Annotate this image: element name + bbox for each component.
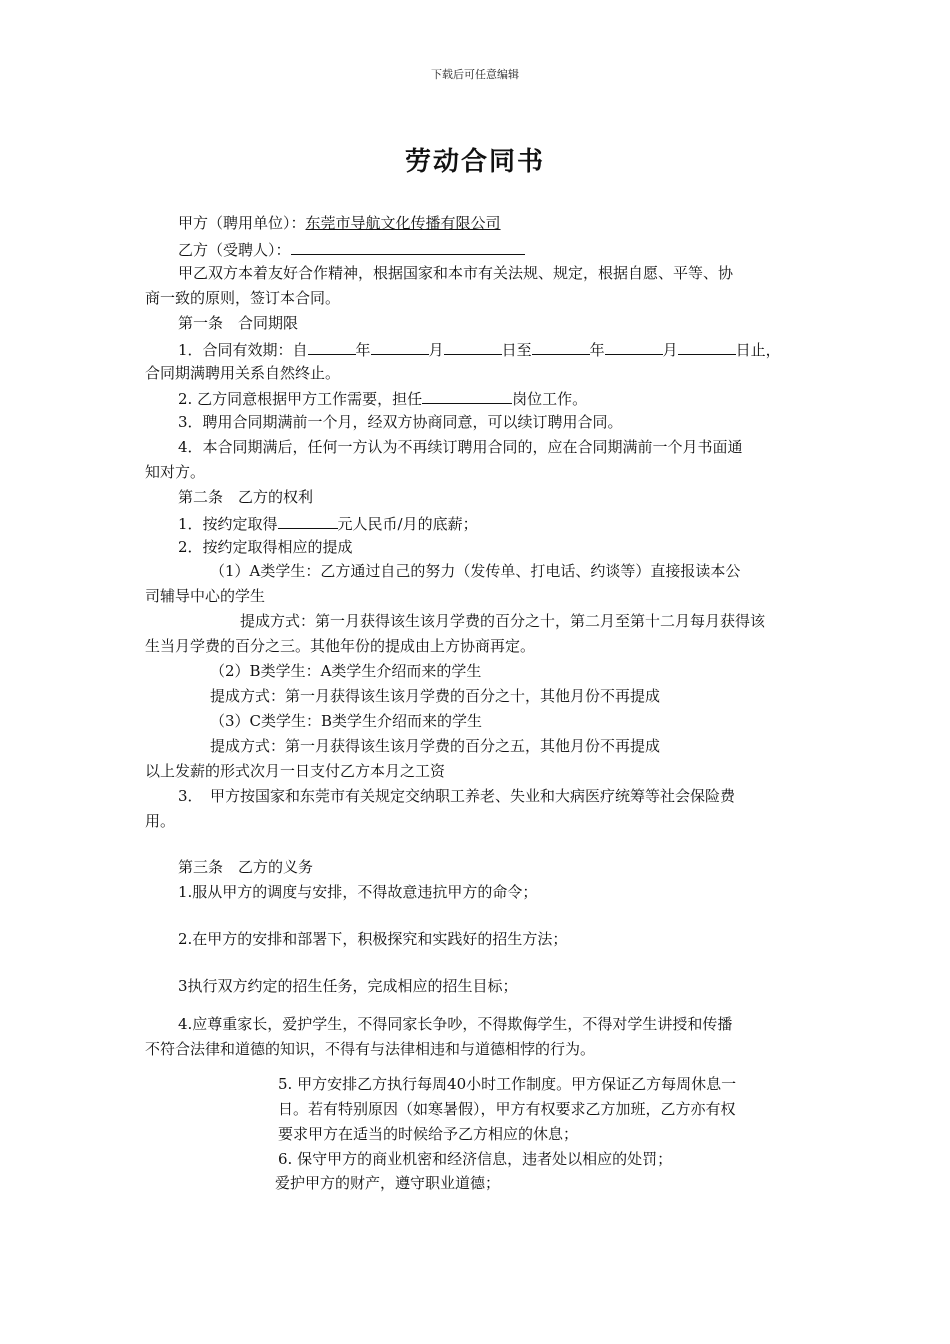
year-label-2: 年 [589,341,605,359]
party-b-line [178,239,525,260]
day-to-label: 日至 [501,341,532,359]
class-b-commission: 提成方式：第一月获得该生该月学费的百分之十，其他月份不再提成 [210,687,661,705]
document-title: 劳动合同书 [404,147,545,177]
blank-day-1 [444,339,502,355]
class-a-commission-1: 提成方式：第一月获得该生该月学费的百分之十，第二月至第十二月每月获得该 [240,612,766,630]
salary-pre: 1．按约定取得 [178,515,278,533]
article-2-heading: 第二条 乙方的权利 [178,488,314,506]
salary-post: 元人民币/月的底薪； [337,515,478,533]
art3-item4-line2: 不符合法律和道德的知识，不得有与法律相违和与道德相悖的行为。 [145,1040,596,1058]
day-end-label: 日止， [735,341,781,359]
art3-item3: 3执行双方约定的招生任务，完成相应的招生目标； [178,977,518,995]
art3-item4-line1: 4.应尊重家长，爱护学生，不得同家长争吵，不得欺侮学生，不得对学生讲授和传播 [178,1015,733,1033]
class-a-commission-2: 生当月学费的百分之三。其他年份的提成由上方协商再定。 [145,637,536,655]
art3-item7: 爱护甲方的财产，遵守职业道德； [275,1174,501,1192]
art1-item1 [178,339,781,360]
position-post: 岗位工作。 [512,390,588,408]
class-a-line1: （1）A类学生：乙方通过自己的努力（发传单、打电话、约谈等）直接报读本公 [210,562,741,580]
art3-item2: 2.在甲方的安排和部署下，积极探究和实践好的招生方法； [178,930,568,948]
art2-item3-line2: 用。 [145,812,176,830]
class-c-line: （3）C类学生：B类学生介绍而来的学生 [210,712,483,730]
blank-year-2 [532,339,590,355]
class-a-line2: 司辅导中心的学生 [145,587,266,605]
art2-item1 [178,513,478,534]
art3-item5-line1: 5. 甲方安排乙方执行每周40小时工作制度。甲方保证乙方每周休息一 [278,1075,737,1093]
art2-item2: 2．按约定取得相应的提成 [178,538,353,556]
party-a-label: 甲方（聘用单位）： [178,214,306,232]
party-b-label: 乙方（受聘人）： [178,241,291,259]
art3-item5-line3: 要求甲方在适当的时候给予乙方相应的休息； [278,1125,579,1143]
month-label-1: 月 [428,341,444,359]
position-blank [422,388,512,404]
art1-item3: 3．聘用合同期满前一个月，经双方协商同意，可以续订聘用合同。 [178,413,623,431]
art3-item6: 6. 保守甲方的商业机密和经济信息，违者处以相应的处罚； [278,1150,673,1168]
intro-line-1: 甲乙双方本着友好合作精神，根据国家和本市有关法规、规定，根据自愿、平等、协 [178,264,734,282]
blank-day-2 [678,339,736,355]
party-a-value: 东莞市导航文化传播有限公司 [305,214,501,232]
article-1-heading: 第一条 合同期限 [178,314,299,332]
article-3-heading: 第三条 乙方的义务 [178,858,314,876]
art1-item4-line1: 4．本合同期满后，任何一方认为不再续订聘用合同的，应在合同期满前一个月书面通 [178,438,743,456]
art3-item1: 1.服从甲方的调度与安排，不得故意违抗甲方的命令； [178,883,538,901]
salary-blank [278,513,338,529]
art2-item3-line1: 3． 甲方按国家和东莞市有关规定交纳职工养老、失业和大病医疗统筹等社会保险费 [178,787,736,805]
month-label-2: 月 [662,341,678,359]
art3-item5-line2: 日。若有特别原因（如寒暑假），甲方有权要求乙方加班，乙方亦有权 [278,1100,736,1118]
intro-line-2: 商一致的原则，签订本合同。 [145,289,341,307]
payday-note: 以上发薪的形式次月一日支付乙方本月之工资 [145,762,446,780]
blank-month-1 [371,339,429,355]
class-b-line: （2）B类学生：A类学生介绍而来的学生 [210,662,482,680]
class-c-commission: 提成方式：第一月获得该生该月学费的百分之五，其他月份不再提成 [210,737,661,755]
party-a-line [178,214,501,233]
art1-item2 [178,388,587,409]
party-b-blank [291,239,525,255]
header-note: 下载后可任意编辑 [431,68,519,81]
blank-month-2 [605,339,663,355]
position-pre: 2. 乙方同意根据甲方工作需要，担任 [178,390,423,408]
year-label-1: 年 [355,341,371,359]
term-from-label: 1．合同有效期：自 [178,341,308,359]
art1-item1-line2: 合同期满聘用关系自然终止。 [145,364,341,382]
blank-year-1 [308,339,356,355]
art1-item4-line2: 知对方。 [145,463,206,481]
